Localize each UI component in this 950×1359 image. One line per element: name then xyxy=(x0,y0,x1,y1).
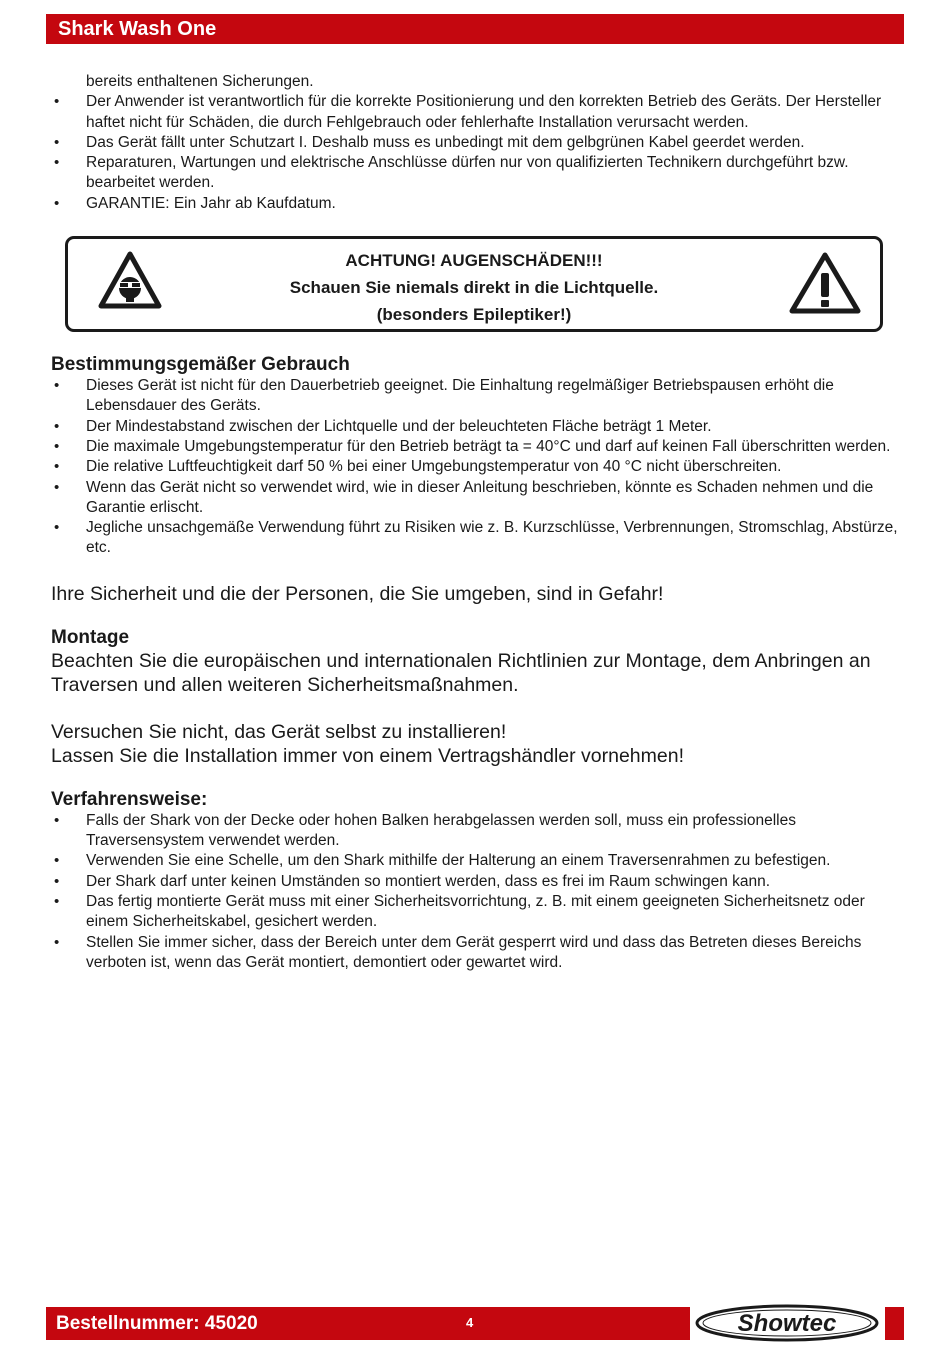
list-item: • Der Anwender ist verantwortlich für die korrekte Positionierung und den korrekten Betrieb des Geräts. Der Hersteller haftet nicht für Schäden, die durch Fehlgebrauch oder fehlerhafte Installation verursacht werden. xyxy=(51,92,903,133)
list-item: • Das fertig montierte Gerät muss mit einer Sicherheitsvorrichtung, z. B. mit einem geeigneten Sicherheitsnetz oder einem Sicherheitskabel, gesichert werden. xyxy=(51,892,903,933)
warning-line-1: ACHTUNG! AUGENSCHÄDEN!!! xyxy=(345,251,603,271)
list-item: • Das Gerät fällt unter Schutzart I. Deshalb muss es unbedingt mit dem gelbgrünen Kabel geerdet werden. xyxy=(51,133,903,153)
procedure-heading: Verfahrensweise: xyxy=(51,788,208,810)
usage-heading: Bestimmungsgemäßer Gebrauch xyxy=(51,354,350,376)
list-item: • Jegliche unsachgemäße Verwendung führt zu Risiken wie z. B. Kurzschlüsse, Verbrennungen, Stromschlag, Abstürze, etc. xyxy=(51,518,903,559)
exclamation-warning-icon xyxy=(788,251,862,315)
list-item: • Dieses Gerät ist nicht für den Dauerbetrieb geeignet. Die Einhaltung regelmäßiger Betriebspausen erhöht die Lebensdauer des Geräts. xyxy=(51,376,903,417)
showtec-logo xyxy=(694,1303,880,1343)
logo-text: Showtec xyxy=(737,1310,837,1337)
list-item: • Die maximale Umgebungstemperatur für den Betrieb beträgt ta = 40°C und darf auf keinen Fall überschritten werden. xyxy=(51,437,903,457)
safety-note: Ihre Sicherheit und die der Personen, die Sie umgeben, sind in Gefahr! xyxy=(51,582,664,605)
install-warning-2: Lassen Sie die Installation immer von einem Vertragshändler vornehmen! xyxy=(51,744,685,767)
continued-line: bereits enthaltenen Sicherungen. xyxy=(86,73,314,90)
warning-line-2: Schauen Sie niemals direkt in die Lichtquelle. xyxy=(289,278,659,298)
list-item: • Der Mindestabstand zwischen der Lichtquelle und der beleuchteten Fläche beträgt 1 Meter. xyxy=(51,417,903,437)
page-footer xyxy=(46,1307,690,1340)
install-warning-1: Versuchen Sie nicht, das Gerät selbst zu installieren! xyxy=(51,720,507,743)
warning-text xyxy=(68,247,880,328)
list-item: • Der Shark darf unter keinen Umständen so montiert werden, dass es frei im Raum schwingen kann. xyxy=(51,872,903,892)
page-number: 4 xyxy=(466,1315,474,1330)
montage-heading: Montage xyxy=(51,626,130,648)
eye-warning-box xyxy=(65,236,883,332)
page-content xyxy=(51,72,903,973)
warning-line-3: (besonders Epileptiker!) xyxy=(376,305,572,325)
document-title: Shark Wash One xyxy=(58,18,217,40)
list-item: • Wenn das Gerät nicht so verwendet wird, wie in dieser Anleitung beschrieben, könnte es Schaden nehmen und die Garantie erlischt. xyxy=(51,478,903,519)
montage-text: Beachten Sie die europäischen und internationalen Richtlinien zur Montage, dem Anbringen an Traversen und allen weiteren Sicherheitsmaßnahmen. xyxy=(51,649,871,696)
list-item: • Die relative Luftfeuchtigkeit darf 50 % bei einer Umgebungstemperatur von 40 °C nicht überschreiten. xyxy=(51,457,903,477)
list-item: • GARANTIE: Ein Jahr ab Kaufdatum. xyxy=(51,194,903,214)
footer-accent xyxy=(885,1307,904,1340)
usage-list xyxy=(51,376,903,559)
procedure-list xyxy=(51,811,903,973)
order-number: Bestellnummer: 45020 xyxy=(56,1313,258,1334)
list-item: • Reparaturen, Wartungen und elektrische Anschlüsse dürfen nur von qualifizierten Technikern durchgeführt bzw. bearbeitet werden. xyxy=(51,153,903,194)
intro-list xyxy=(51,92,903,214)
list-item: • Stellen Sie immer sicher, dass der Bereich unter dem Gerät gesperrt wird und dass das Betreten dieses Bereichs verboten ist, wenn das Gerät montiert, demontiert oder gewartet wird. xyxy=(51,933,903,974)
list-item: • Falls der Shark von der Decke oder hohen Balken herabgelassen werden soll, muss ein professionelles Traversensystem verwendet werden. xyxy=(51,811,903,852)
page-header xyxy=(46,14,904,44)
list-item: • Verwenden Sie eine Schelle, um den Shark mithilfe der Halterung an einem Traversenrahmen zu befestigen. xyxy=(51,851,903,871)
